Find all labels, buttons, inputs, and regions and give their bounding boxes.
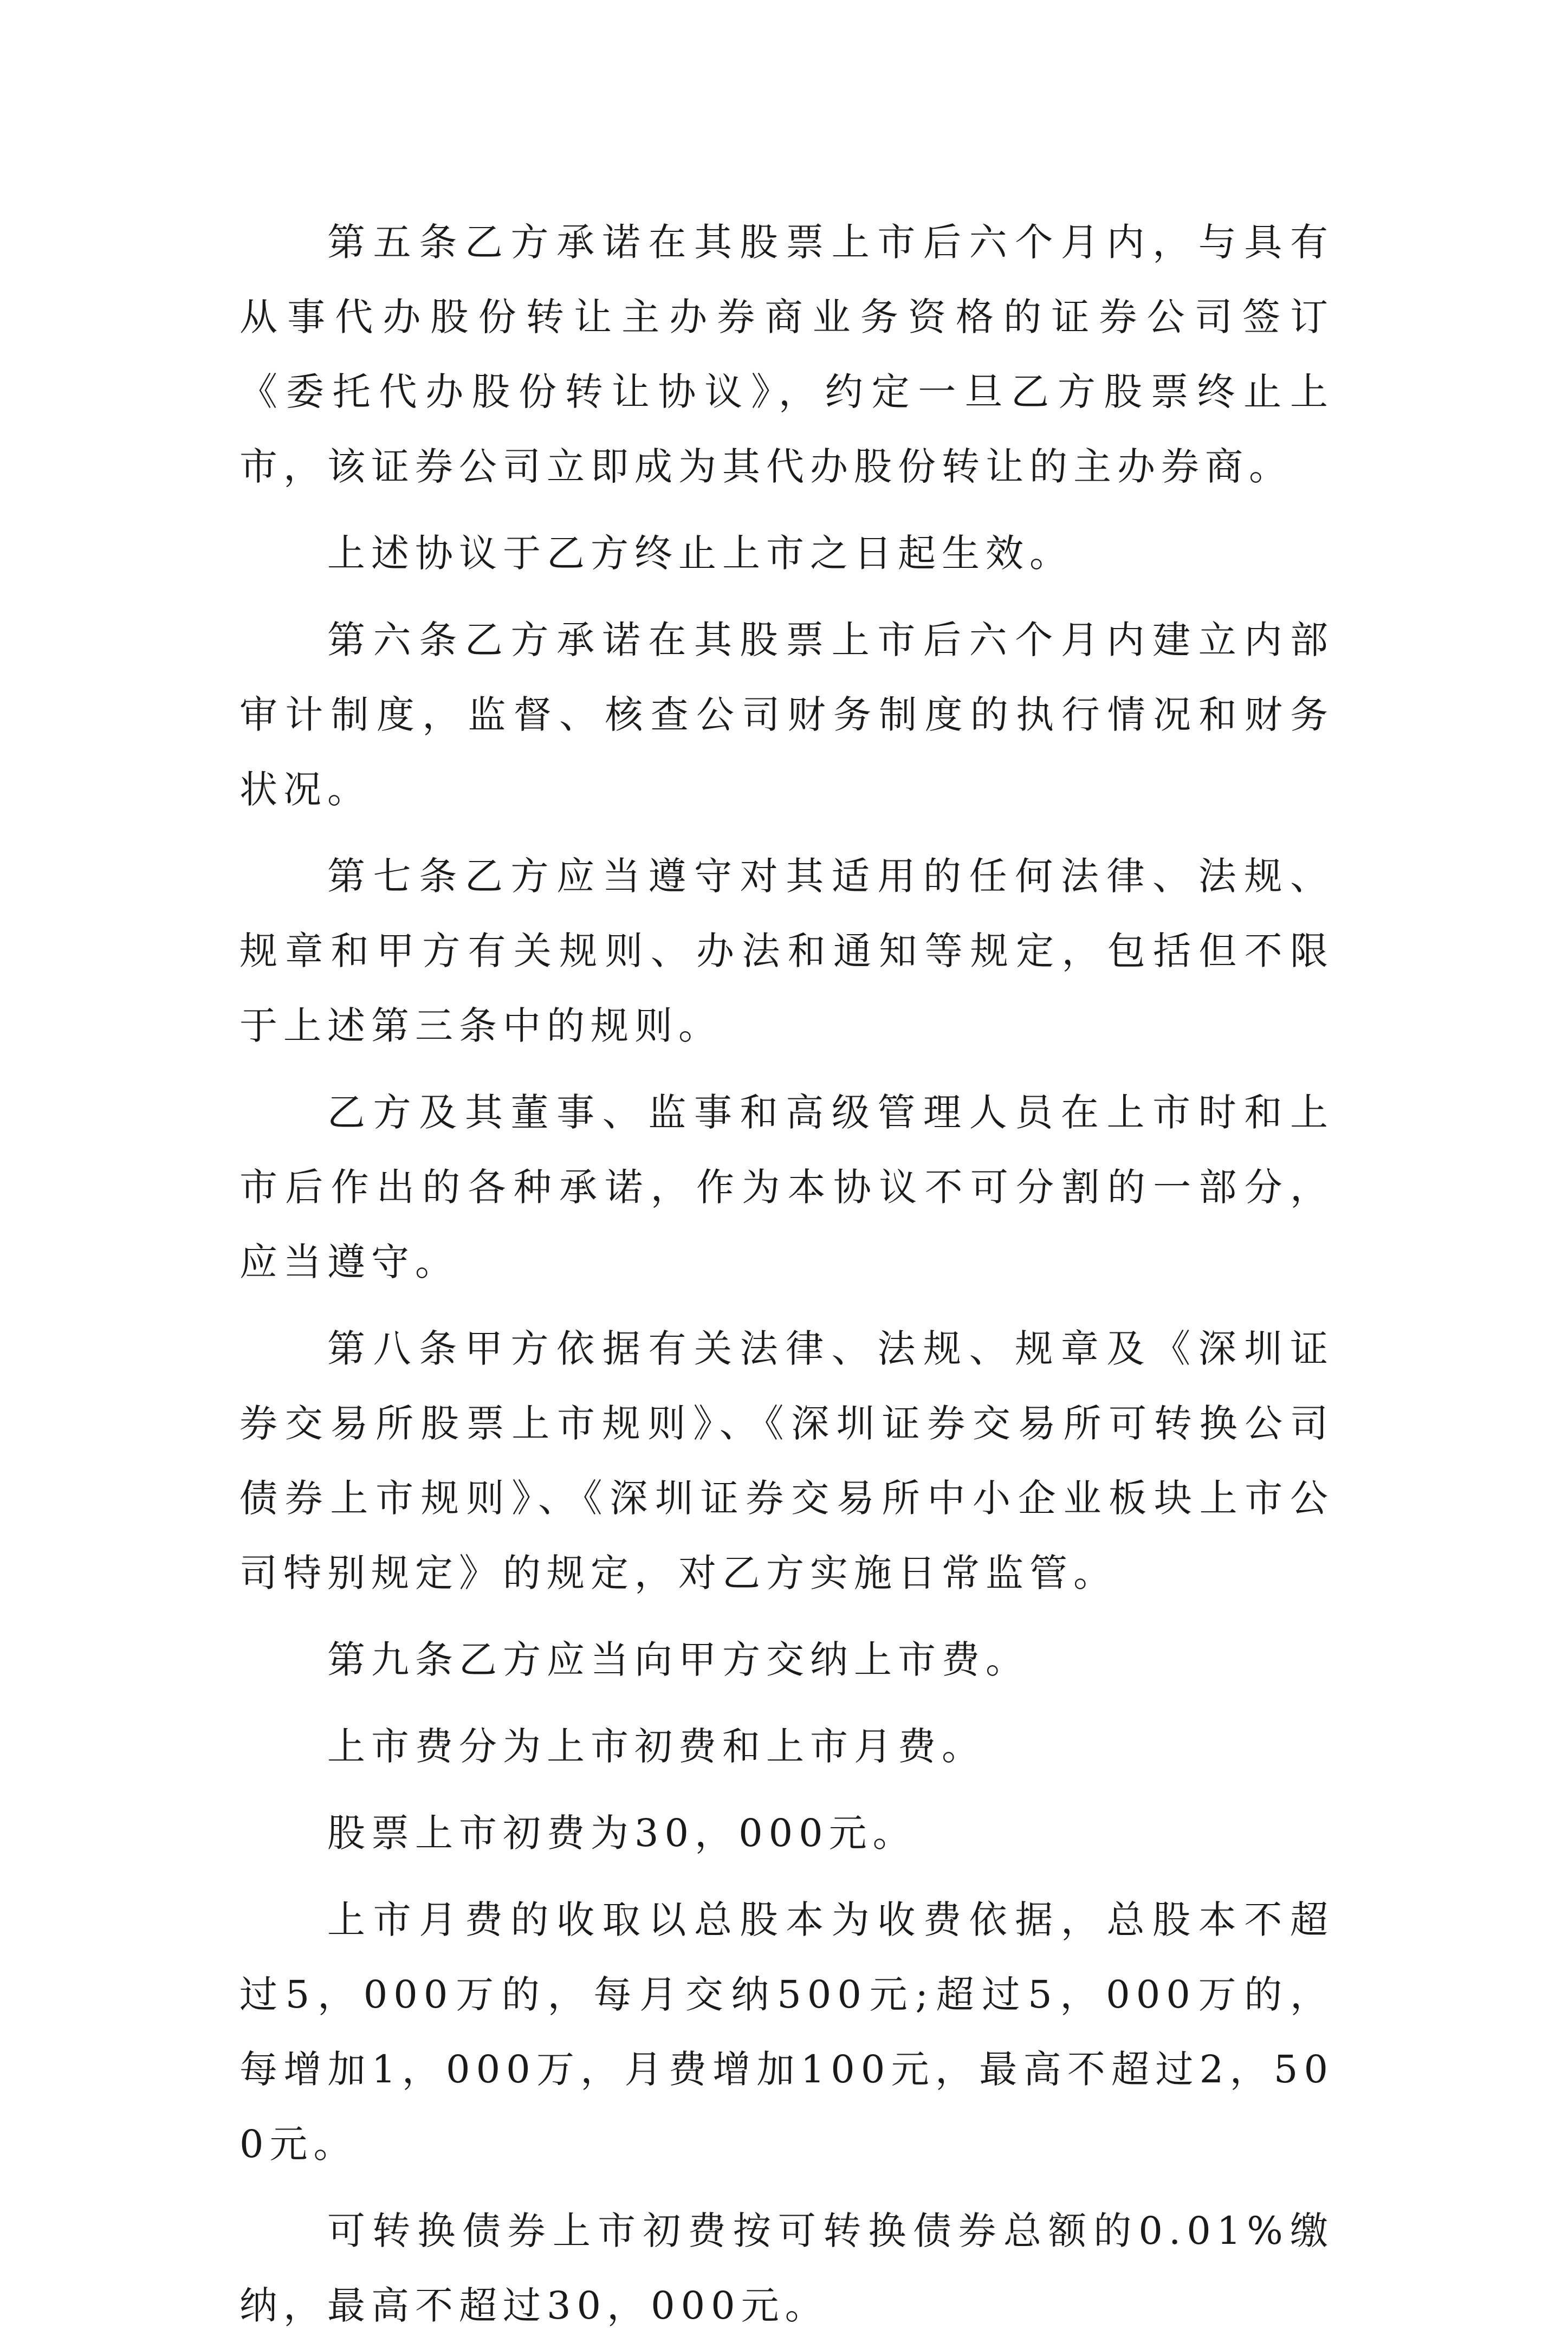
paragraph-monthly-fee: 上市月费的收取以总股本为收费依据，总股本不超过5，000万的，每月交纳500元;超过5，000万的，每增加1，000万，月费增加100元，最高不超过2，500元。 xyxy=(239,1898,1334,2166)
paragraph-article-6: 第六条乙方承诺在其股票上市后六个月内建立内部审计制度，监督、核查公司财务制度的执行情况和财务状况。 xyxy=(239,618,1334,812)
paragraph-bond-initial-fee: 可转换债券上市初费按可转换债券总额的0.01%缴纳，最高不超过30，000元。 xyxy=(239,2209,1334,2328)
paragraph-commitments: 乙方及其董事、监事和高级管理人员在上市时和上市后作出的各种承诺，作为本协议不可分割的一部分，应当遵守。 xyxy=(239,1090,1334,1284)
paragraph-article-8: 第八条甲方依据有关法律、法规、规章及《深圳证券交易所股票上市规则》、《深圳证券交易所可转换公司债券上市规则》、《深圳证券交易所中小企业板块上市公司特别规定》的规定，对乙方实施日常监管。 xyxy=(239,1326,1334,1595)
paragraph-article-7: 第七条乙方应当遵守对其适用的任何法律、法规、规章和甲方有关规则、办法和通知等规定，包括但不限于上述第三条中的规则。 xyxy=(239,854,1334,1048)
paragraph-effective-date: 上述协议于乙方终止上市之日起生效。 xyxy=(327,531,1073,575)
document-body xyxy=(239,205,1334,2343)
paragraph-article-9: 第九条乙方应当向甲方交纳上市费。 xyxy=(327,1637,1029,1682)
paragraph-fee-types: 上市费分为上市初费和上市月费。 xyxy=(327,1724,986,1769)
paragraph-article-5: 第五条乙方承诺在其股票上市后六个月内，与具有从事代办股份转让主办券商业务资格的证券公司签订《委托代办股份转让协议》，约定一旦乙方股票终止上市，该证券公司立即成为其代办股份转让的主办券商。 xyxy=(239,220,1334,489)
paragraph-stock-initial-fee: 股票上市初费为30，000元。 xyxy=(327,1811,917,1855)
